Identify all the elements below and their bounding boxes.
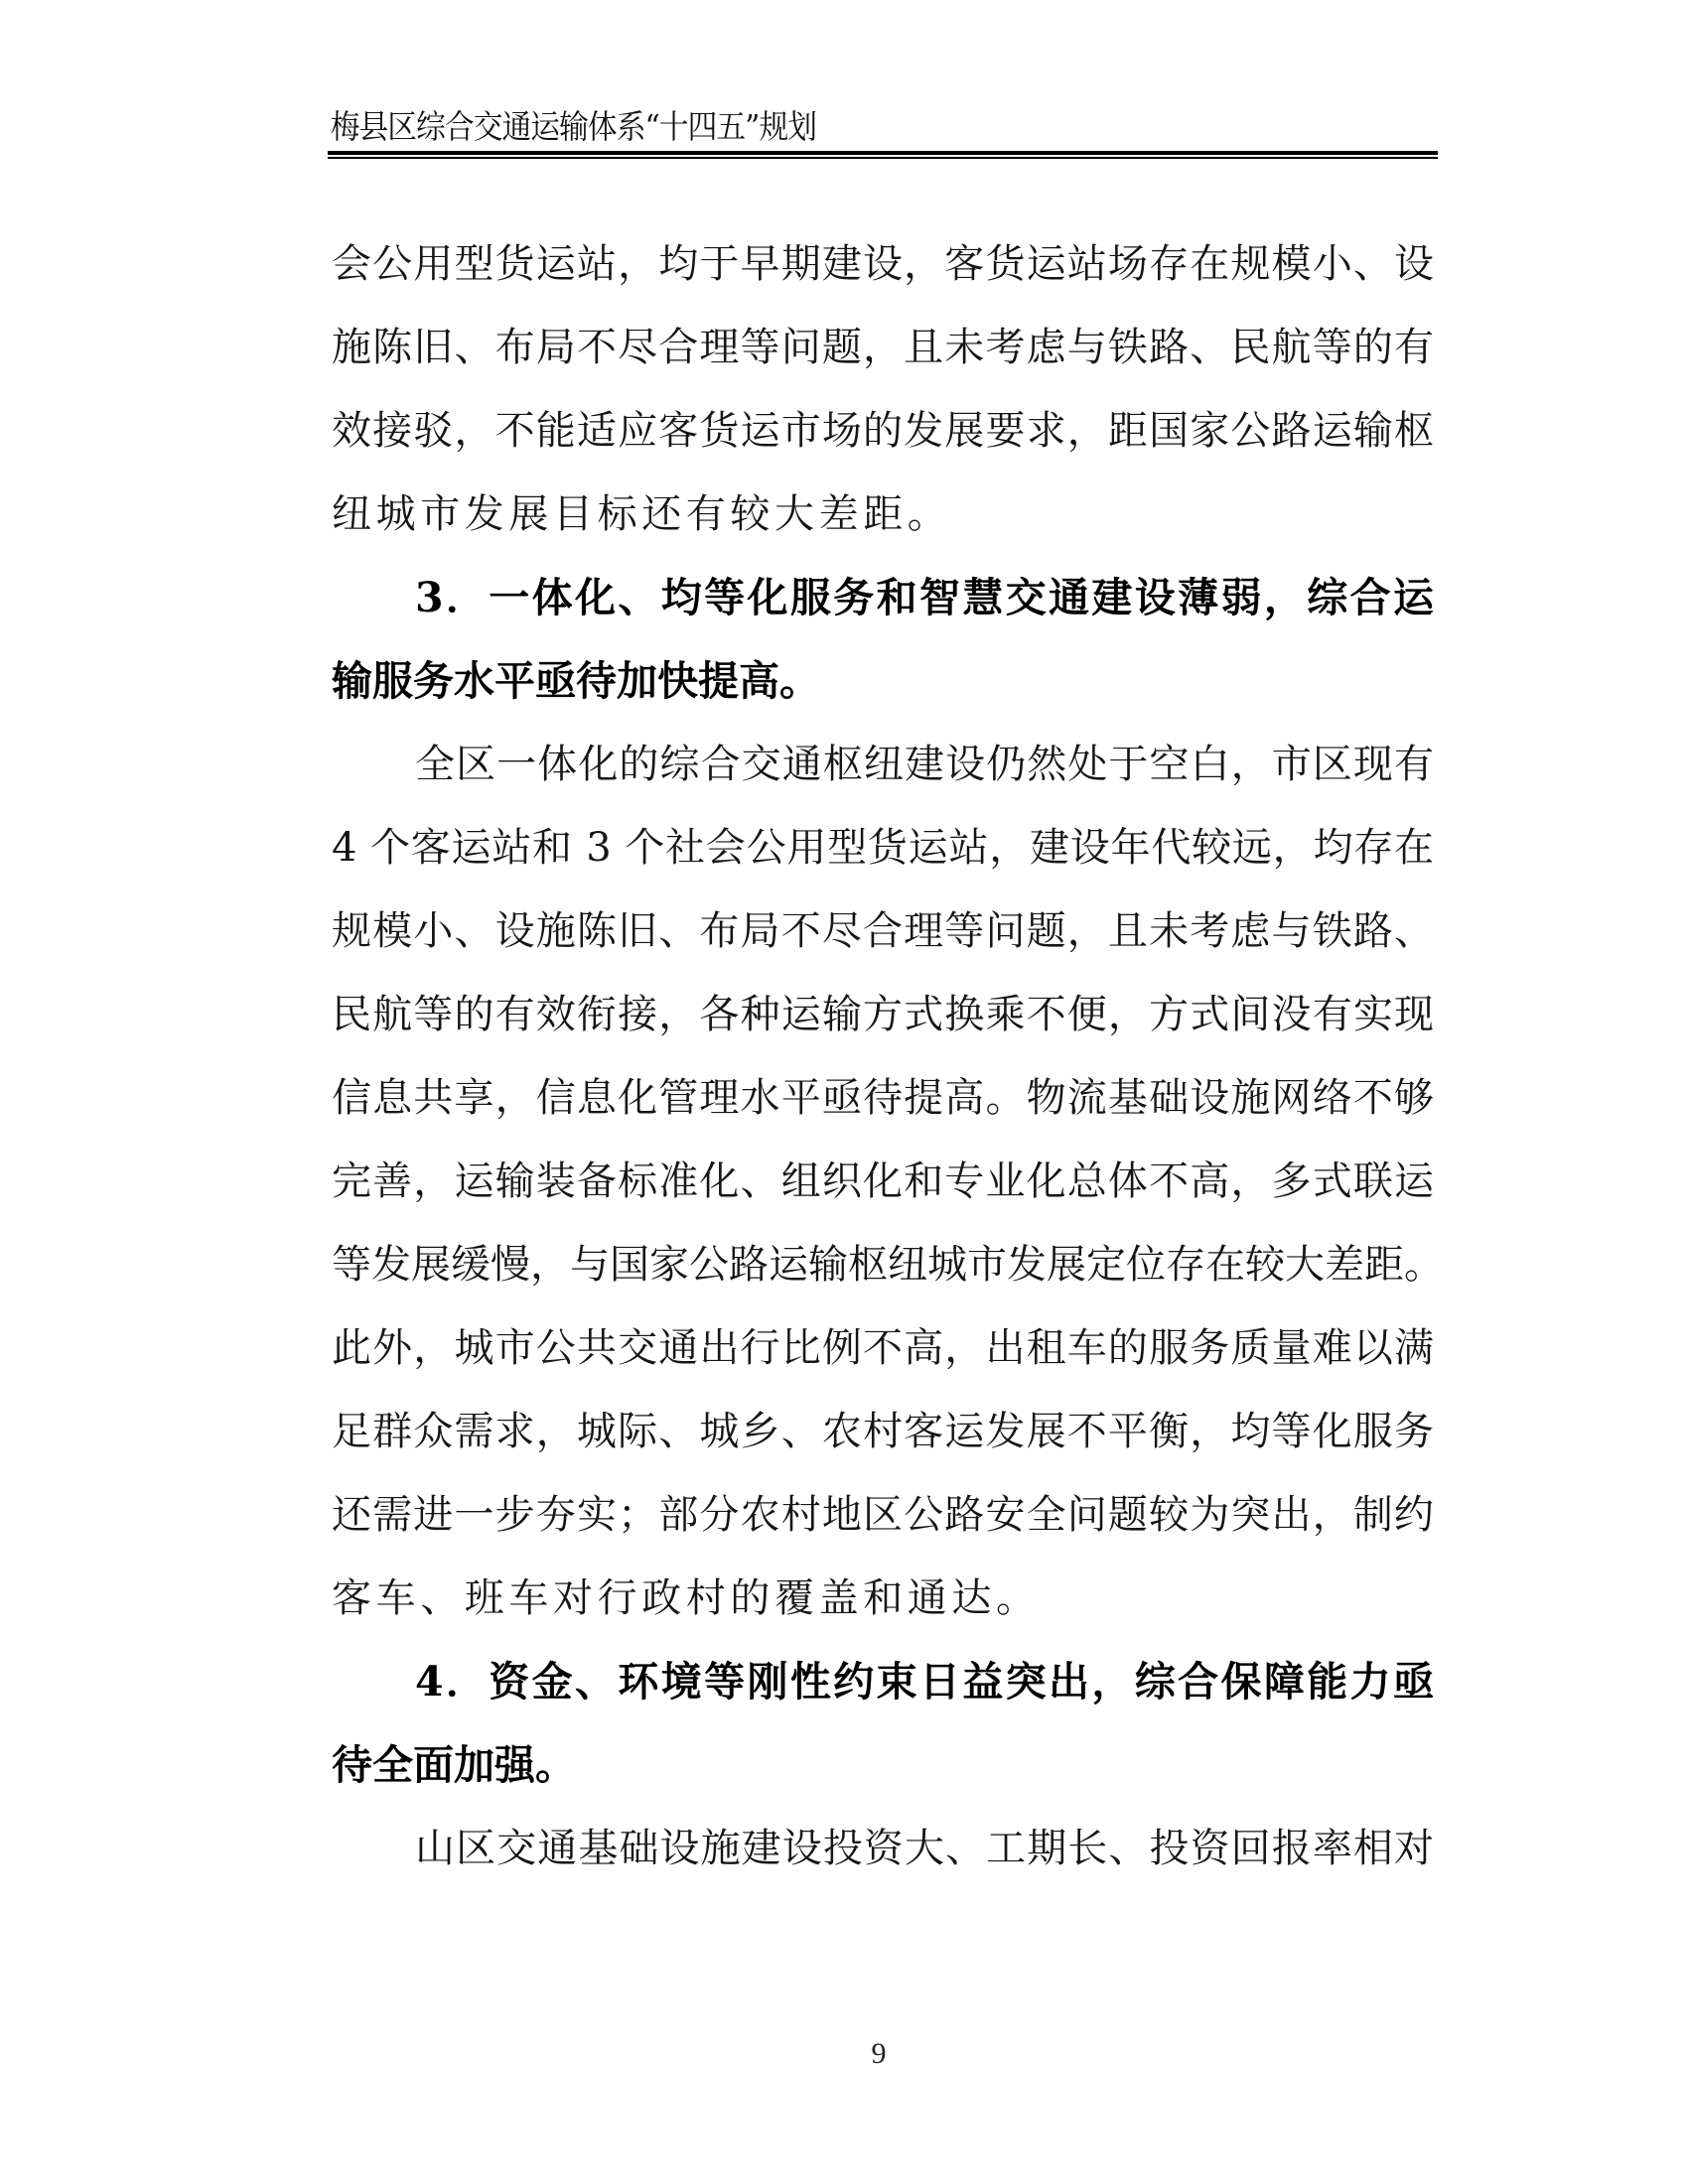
text-line: 全区一体化的综合交通枢纽建设仍然处于空白，市区现有 <box>415 742 1434 787</box>
text-line: 客车、班车对行政村的覆盖和通达。 <box>332 1575 1041 1621</box>
text-line: 还需进一步夯实；部分农村地区公路安全问题较为突出，制约 <box>332 1492 1434 1538</box>
text-line: 信息共享，信息化管理水平亟待提高。物流基础设施网络不够 <box>332 1075 1434 1121</box>
text-line: 效接驳，不能适应客货运市场的发展要求，距国家公路运输枢 <box>332 408 1434 454</box>
document-body <box>332 234 1444 1902</box>
text-line: 纽城市发展目标还有较大差距。 <box>332 491 952 537</box>
text-line: 规模小、设施陈旧、布局不尽合理等问题，且未考虑与铁路、 <box>332 908 1434 954</box>
section-heading <box>332 1652 1434 1819</box>
paragraph <box>332 735 1444 1652</box>
heading-line: 输服务水平亟待加快提高。 <box>332 657 820 705</box>
header-rule-thin <box>328 157 1438 159</box>
header-rule-thick <box>328 151 1438 155</box>
text-line: 等发展缓慢，与国家公路运输枢纽城市发展定位存在较大差距。 <box>332 1242 1444 1288</box>
paragraph <box>332 234 1434 568</box>
page-number: 9 <box>871 2037 887 2070</box>
text-line: 完善，运输装备标准化、组织化和专业化总体不高，多式联运 <box>332 1159 1434 1204</box>
paragraph <box>332 1819 1434 1902</box>
heading-line: 3．一体化、均等化服务和智慧交通建设薄弱，综合运 <box>415 574 1434 621</box>
text-line: 足群众需求，城际、城乡、农村客运发展不平衡，均等化服务 <box>332 1409 1434 1454</box>
page-header <box>328 107 1438 159</box>
text-line: 施陈旧、布局不尽合理等问题，且未考虑与铁路、民航等的有 <box>332 325 1434 370</box>
section-heading <box>332 568 1434 735</box>
text-line: 会公用型货运站，均于早期建设，客货运站场存在规模小、设 <box>332 241 1434 287</box>
text-line: 山区交通基础设施建设投资大、工期长、投资回报率相对 <box>415 1826 1434 1871</box>
text-line: 此外，城市公共交通出行比例不高，出租车的服务质量难以满 <box>332 1325 1434 1371</box>
heading-line: 4．资金、环境等刚性约束日益突出，综合保障能力亟 <box>415 1658 1434 1706</box>
document-title: 梅县区综合交通运输体系“十四五”规划 <box>330 107 817 146</box>
heading-line: 待全面加强。 <box>332 1741 576 1789</box>
text-line: 民航等的有效衔接，各种运输方式换乘不便，方式间没有实现 <box>332 992 1434 1037</box>
text-line: 4 个客运站和 3 个社会公用型货运站，建设年代较远，均存在 <box>332 825 1434 871</box>
